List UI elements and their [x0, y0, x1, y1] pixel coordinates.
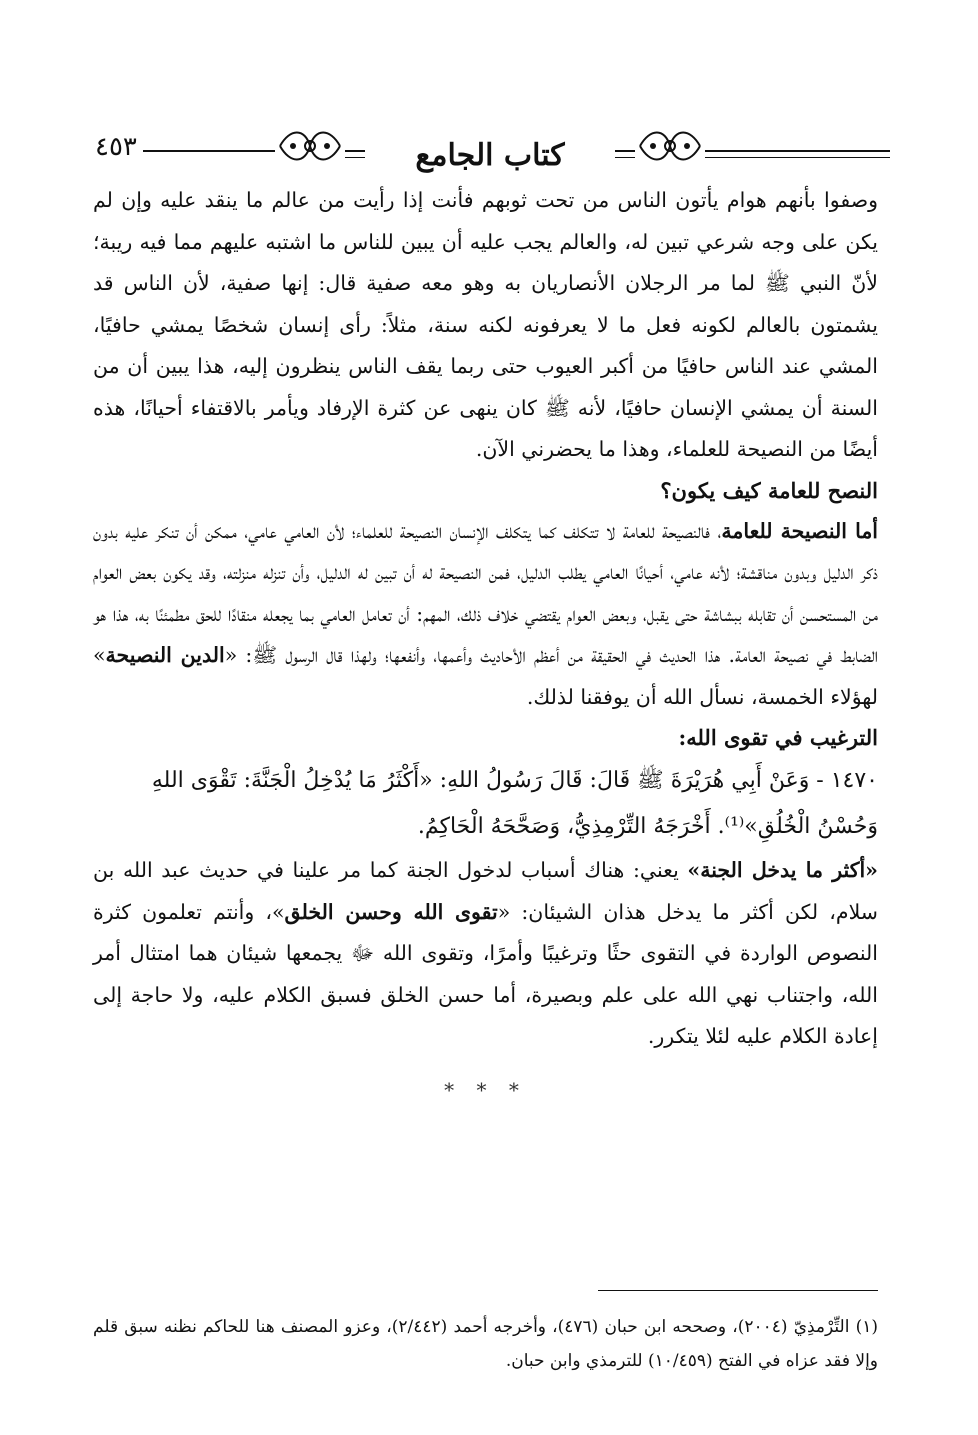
paragraph-text: ، فالنصيحة للعامة لا تتكلف كما يتكلف الإنسان النصيحة للعلماء؛ لأن العامي عامي، ممكن أن تنكر عليه بدون ذكر الدليل وبدون مناقشة؛ لأنه عامي، أحيانًا العامي يطلب الدليل، فمن النصيحة له أن تبين له الدليل، وأن تنزله منزلته، وقد يكون بعض العوام من المستحسن أن تقابله ببشاشة حتى يقبل، وبعض العوام يقتضي خلاف ذلك، المهم: أن تعامل العامي بما يجعله منقادًا للحق مطمئنًا به، هذا هو الضابط في نصيحة العامة. هذا الحديث في الحقيقة من أعظم الأحاديث وأعمها، وأنفعها؛ ولهذا قال الرسول ﷺ: « [93, 518, 878, 667]
section-heading: النصح للعامة كيف يكون؟ [660, 477, 878, 503]
ornament-icon [635, 118, 705, 174]
footnote-rule [598, 1290, 878, 1291]
book-title: كتاب الجامع [365, 138, 615, 173]
ornament-icon [275, 118, 345, 174]
quoted-phrase: تقوى الله وحسن الخلق [284, 899, 498, 924]
body-text [93, 180, 878, 1102]
page-header [95, 110, 890, 180]
hadith-text: ١٤٧٠ - وَعَنْ أَبِي هُرَيْرَةَ ﷺ قَالَ: قَالَ رَسُولُ اللهِ: «أَكْثَرُ مَا يُدْخِلُ الْجَنَّةَ: تَقْوَى اللهِ وَحُسْنُ الْخُلُقِ»⁽¹⁾. أَخْرَجَهُ التِّرْمِذِيُّ، وَصَحَّحَهُ الْحَاكِمُ. [151, 768, 878, 839]
lead-phrase: «أكثر ما يدخل الجنة» [687, 858, 878, 882]
paragraph [93, 850, 878, 1058]
paragraph-text: يعني: هناك أسباب لدخول الجنة كما مر علينا في حديث عبد الله بن سلام، لكن أكثر ما يدخل هذان الشيئان: « [93, 858, 878, 924]
paragraph-tail: »، وأنتم تعلمون كثرة النصوص الواردة في التقوى حثًا وترغيبًا وأمرًا، وتقوى الله ﷻ يجمعها شيئان هما امتثال أمر الله، واجتناب نهي الله على علم وبصيرة، أما حسن الخلق فسبق الكلام عليه، ولا حاجة إلى إعادة الكلام عليه لئلا يتكرر. [93, 899, 878, 1048]
footnotes [93, 1310, 878, 1378]
paragraph-tail: » لهؤلاء الخمسة، نسأل الله أن يوفقنا لذلك. [93, 643, 878, 709]
quoted-phrase: الدين النصيحة [105, 643, 225, 667]
paragraph: وصفوا بأنهم هوام يأتون الناس من تحت ثوبهم فأنت إذا رأيت من عالم ما ينقد عليه وإن لم يكن على وجه شرعي تبين له، والعالم يجب عليه أن يبين للناس ما اشتبه عليهم مما فيه ريبة؛ لأنّ النبي ﷺ لما مر الرجلان الأنصاريان به وهو معه صفية قال: إنها صفية، لأن الناس قد يشمتون بالعالم لكونه فعل ما لا يعرفونه لكنه سنة، مثلاً: رأى إنسان شخصًا يمشي حافيًا، المشي عند الناس حافيًا من أكبر العيوب حتى ربما يقف الناس ينظرون إليه، هذا يبين أن من السنة أن يمشي الإنسان حافيًا، لأنه ﷺ كان ينهى عن كثرة الإرفاد ويأمر بالاقتفاء أحيانًا، هذه أيضًا من النصيحة للعلماء، وهذا ما يحضرني الآن. [93, 188, 878, 461]
footnote: (١) التِّرْمذِيّ (٢٠٠٤)، وصححه ابن حبان (٤٧٦)، وأخرجه أحمد (٢/٤٤٢)، وعزو المصنف هنا للحاكم نظنه سبق قلم وإلا فقد عزاه في الفتح (١٠/٤٥٩) للترمذي وابن حبان. [93, 1317, 878, 1371]
section-separator: * * * [444, 1077, 527, 1102]
paragraph [93, 511, 878, 719]
section-heading: الترغيب في تقوى الله: [678, 725, 878, 750]
page-number: ٤٥٣ [95, 132, 143, 162]
lead-phrase: أما النصيحة للعامة [721, 518, 878, 543]
